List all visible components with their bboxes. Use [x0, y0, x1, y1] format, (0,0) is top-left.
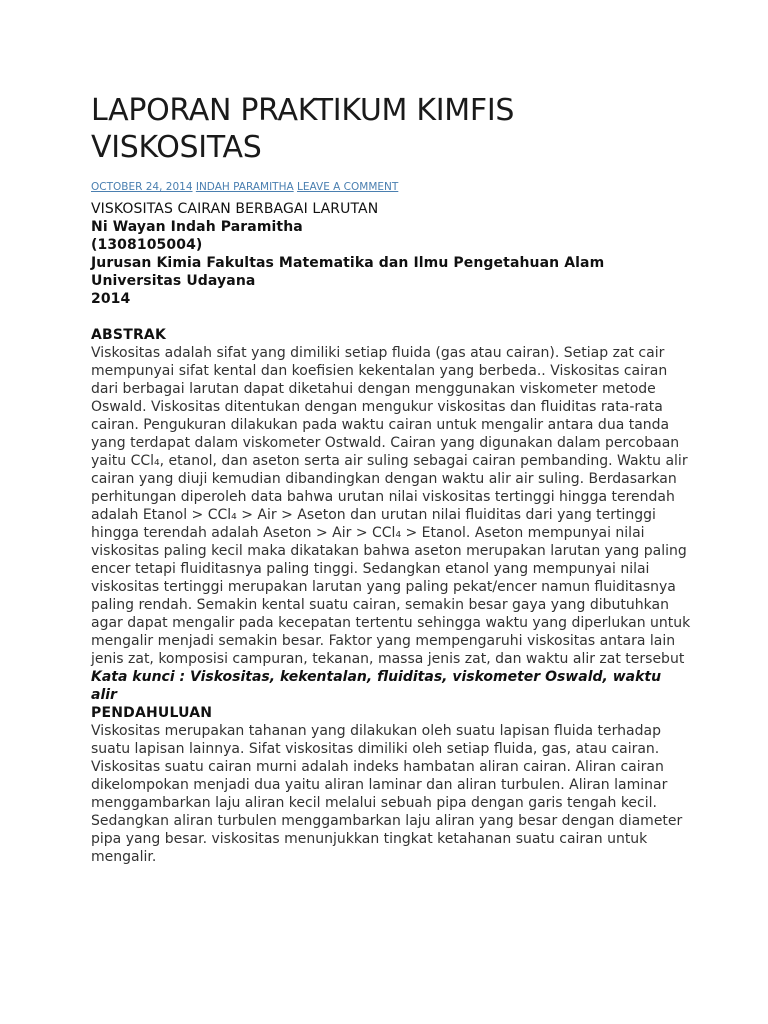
post-title-line1: LAPORAN PRAKTIKUM KIMFIS: [91, 93, 515, 128]
post-content: [91, 200, 691, 866]
post-meta: [91, 180, 691, 194]
keywords: Kata kunci : Viskositas, kekentalan, fluiditas, viskometer Oswald, waktu alir: [91, 669, 662, 703]
report-subject: VISKOSITAS CAIRAN BERBAGAI LARUTAN: [91, 201, 379, 217]
abstract-heading: ABSTRAK: [91, 327, 167, 343]
post-title: [91, 92, 691, 166]
report-year: 2014: [91, 291, 131, 307]
intro-text: Viskositas merupakan tahanan yang dilakukan oleh suatu lapisan fluida terhadap suatu lapisan lainnya. Sifat viskositas dimiliki oleh setiap fluida, gas, atau cairan. Viskositas suatu cairan murni adalah indeks hambatan aliran cairan. Aliran cairan dikelompokan menjadi dua yaitu aliran laminar dan aliran turbulen. Aliran laminar menggambarkan laju aliran kecil melalui sebuah pipa dengan garis tengah kecil. Sedangkan aliran turbulen menggambarkan laju aliran yang besar dengan diameter pipa yang besar. viskositas menunjukkan tingkat ketahanan suatu cairan untuk mengalir.: [91, 723, 683, 865]
spacer: [91, 308, 691, 326]
student-id: (1308105004): [91, 237, 203, 253]
report-header: [91, 200, 691, 308]
university: Universitas Udayana: [91, 273, 256, 289]
post: [91, 92, 691, 866]
intro-heading: PENDAHULUAN: [91, 705, 213, 721]
post-title-line2: VISKOSITAS: [91, 130, 262, 165]
leave-comment-link[interactable]: LEAVE A COMMENT: [297, 181, 399, 193]
post-date-link[interactable]: OCTOBER 24, 2014: [91, 181, 193, 193]
post-author-link[interactable]: INDAH PARAMITHA: [195, 181, 294, 193]
department: Jurusan Kimia Fakultas Matematika dan Ilmu Pengetahuan Alam: [91, 255, 605, 271]
author-name: Ni Wayan Indah Paramitha: [91, 219, 303, 235]
abstract-text: Viskositas adalah sifat yang dimiliki setiap fluida (gas atau cairan). Setiap zat cair mempunyai sifat kental dan koefisien kekentalan yang berbeda.. Viskositas cairan dari berbagai larutan dapat diketahui dengan menggunakan viskometer metode Oswald. Viskositas ditentukan dengan mengukur viskositas dan fluiditas rata-rata cairan. Pengukuran dilakukan pada waktu cairan untuk mengalir antara dua tanda yang terdapat dalam viskometer Ostwald. Cairan yang digunakan dalam percobaan yaitu CCl₄, etanol, dan aseton serta air suling sebagai cairan pembanding. Waktu alir cairan yang diuji kemudian dibandingkan dengan waktu alir air suling. Berdasarkan perhitungan diperoleh data bahwa urutan nilai viskositas tertinggi hingga terendah adalah Etanol > CCl₄ > Air > Aseton dan urutan nilai fluiditas dari yang tertinggi hingga terendah adalah Aseton > Air > CCl₄ > Etanol. Aseton mempunyai nilai viskositas paling kecil maka dikatakan bahwa aseton merupakan larutan yang paling encer tetapi fluiditasnya paling tinggi. Sedangkan etanol yang mempunyai nilai viskositas tertinggi merupakan larutan yang paling pekat/encer namun fluiditasnya paling rendah. Semakin kental suatu cairan, semakin besar gaya yang dibutuhkan agar dapat mengalir pada kecepatan tertentu sehingga waktu yang diperlukan untuk mengalir menjadi semakin besar. Faktor yang mempengaruhi viskositas antara lain jenis zat, komposisi campuran, tekanan, massa jenis zat, dan waktu alir zat tersebut: [91, 345, 691, 667]
